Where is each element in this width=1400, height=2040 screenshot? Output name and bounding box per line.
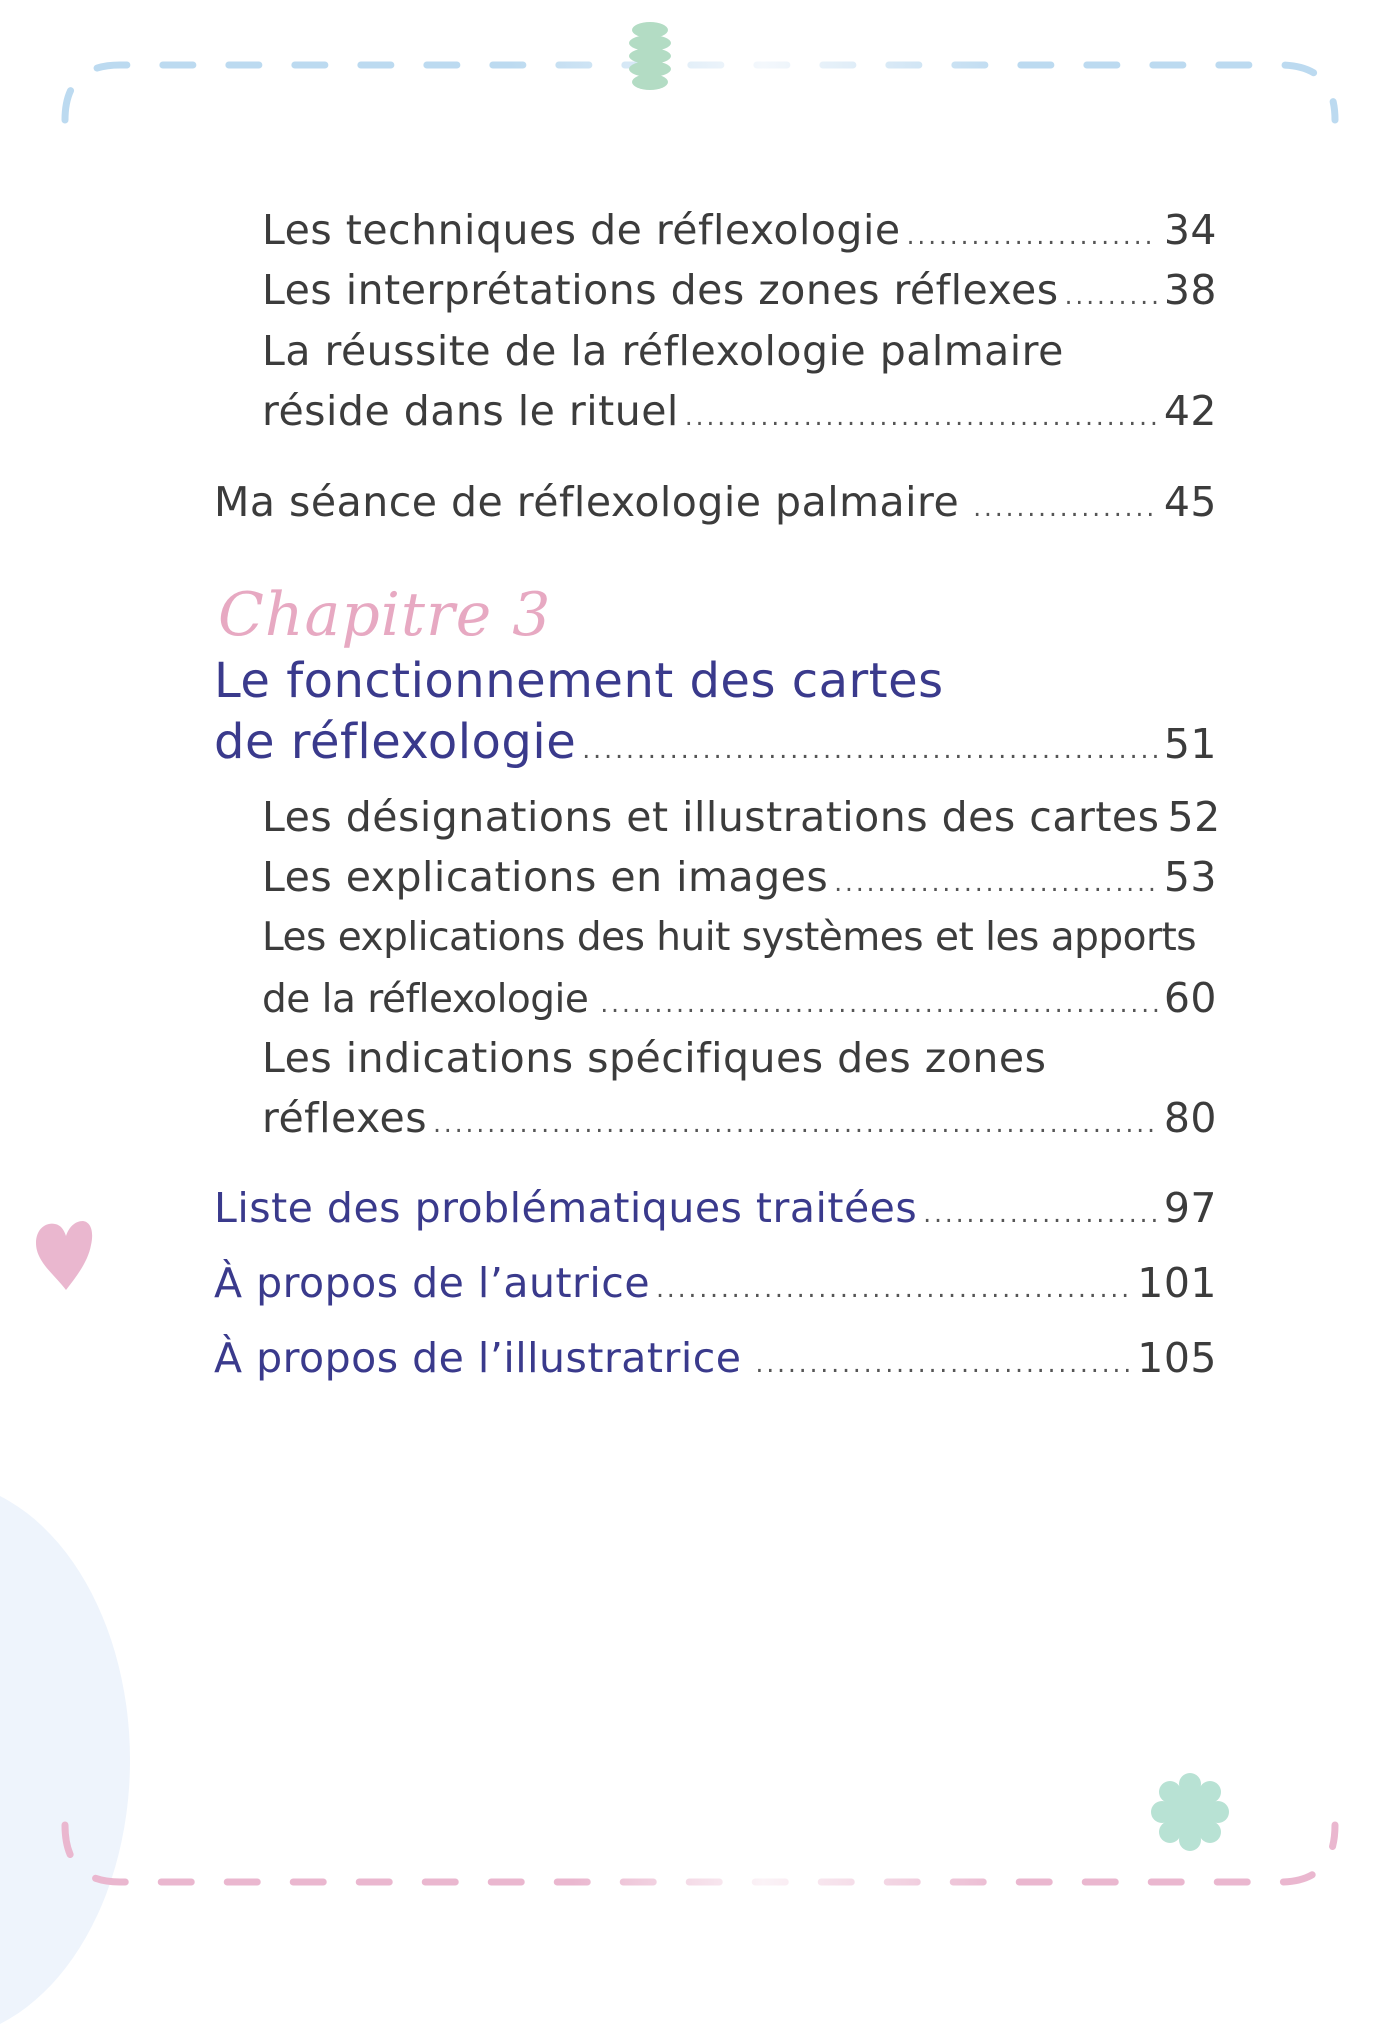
dot-leader <box>656 1277 1131 1302</box>
toc-entry[interactable] <box>262 1094 1217 1142</box>
toc-entry[interactable] <box>214 1259 1217 1307</box>
dot-leader <box>756 1352 1132 1377</box>
toc-page-number: 60 <box>1163 974 1217 1022</box>
toc-entry-label: de la réflexologie <box>262 977 589 1022</box>
dot-leader <box>600 992 1157 1017</box>
toc-entry-label: réside dans le rituel <box>262 387 679 435</box>
toc-entry[interactable] <box>262 387 1217 435</box>
toc-entry-label: À propos de l’autrice <box>214 1259 651 1307</box>
toc-entry[interactable] <box>262 974 1217 1022</box>
toc-entry-label: Les techniques de réflexologie <box>262 206 901 254</box>
toc-entry-label: Les désignations et illustrations des cartes <box>262 793 1160 841</box>
heart-icon <box>36 1221 92 1290</box>
toc-entry[interactable] <box>262 793 1221 841</box>
toc-page-number: 101 <box>1137 1259 1217 1307</box>
toc-entry-label-line1[interactable]: Les indications spécifiques des zones <box>262 1034 1047 1082</box>
dot-leader <box>973 496 1158 521</box>
toc-entry-label-line1[interactable]: Les explications des huit systèmes et les apports <box>262 915 1197 960</box>
dot-leader <box>582 737 1158 762</box>
toc-entry-label-line1[interactable]: La réussite de la réflexologie palmaire <box>262 327 1064 375</box>
dot-leader <box>1065 284 1158 309</box>
dot-leader <box>834 871 1158 896</box>
toc-page-number: 42 <box>1163 387 1217 435</box>
coil-icon <box>629 22 671 90</box>
toc-page-number: 53 <box>1163 853 1217 901</box>
toc-entry-label: Ma séance de réflexologie palmaire <box>214 478 960 526</box>
toc-entry-label: Liste des problématiques traitées <box>214 1184 918 1232</box>
toc-entry[interactable] <box>262 206 1217 254</box>
dot-leader <box>685 405 1158 430</box>
toc-page-number: 45 <box>1163 478 1217 526</box>
toc-entry-label: Les explications en images <box>262 853 829 901</box>
toc-page-number: 38 <box>1163 266 1217 314</box>
toc-entry[interactable] <box>262 266 1217 314</box>
toc-entry-label: À propos de l’illustratrice <box>214 1334 742 1382</box>
toc-entry[interactable] <box>262 853 1217 901</box>
flower-icon <box>1151 1773 1229 1851</box>
chapter-title-line2: de réflexologie <box>214 714 577 770</box>
toc-page-number: 51 <box>1163 720 1217 768</box>
toc-page-number: 52 <box>1167 793 1221 841</box>
dot-leader <box>923 1202 1158 1227</box>
toc-entry[interactable] <box>214 1184 1217 1232</box>
toc-entry-label: réflexes <box>262 1094 428 1142</box>
toc-page-number: 80 <box>1163 1094 1217 1142</box>
chapter-title-line1[interactable]: Le fonctionnement des cartes <box>214 653 944 709</box>
toc-entry[interactable] <box>214 1334 1217 1382</box>
dot-leader <box>433 1112 1158 1137</box>
dot-leader <box>907 224 1158 249</box>
chapter-title-row[interactable] <box>214 714 1217 770</box>
toc-entry-label: Les interprétations des zones réflexes <box>262 266 1059 314</box>
toc-page-number: 34 <box>1163 206 1217 254</box>
chapter-kicker: Chapitre 3 <box>218 580 552 650</box>
toc-entry[interactable] <box>214 478 1217 526</box>
toc-page-number: 97 <box>1163 1184 1217 1232</box>
toc-page-number: 105 <box>1137 1334 1217 1382</box>
